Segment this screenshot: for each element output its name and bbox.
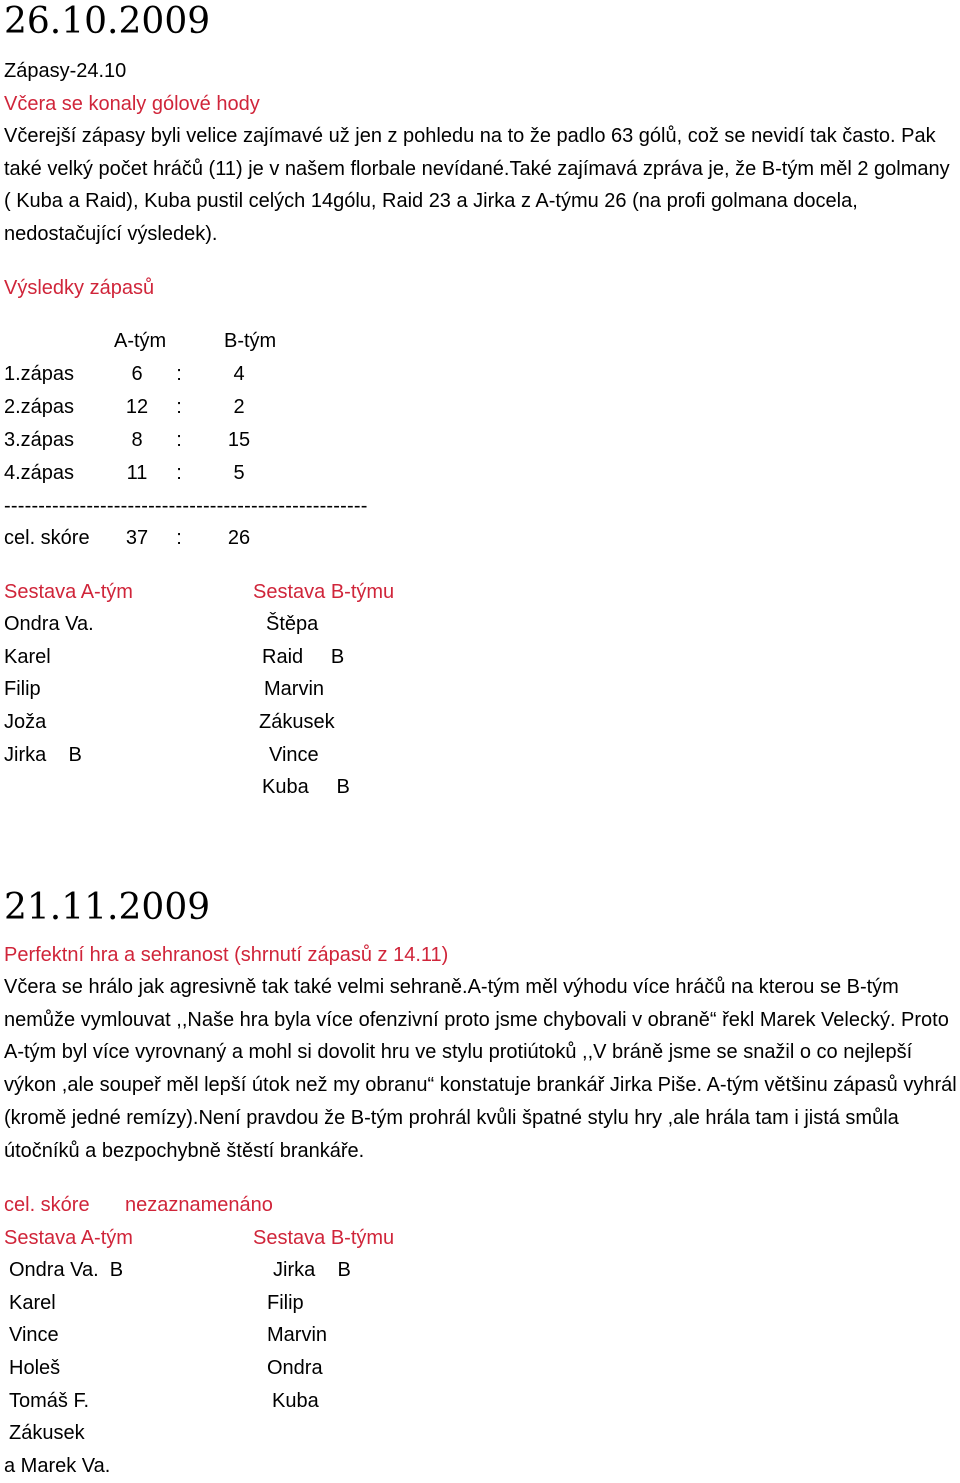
total-label: cel. skóre bbox=[4, 527, 90, 549]
player-name: Ondra bbox=[267, 1357, 323, 1380]
player-name: Kuba bbox=[272, 1389, 319, 1412]
player-name: Ondra Va. bbox=[4, 613, 94, 635]
score-a: 8 bbox=[131, 429, 143, 451]
article-paragraph-2: Včera se hrálo jak agresivně tak také velmi sehraně.A-tým měl výhodu více hráčů na kterou se B-tým nemůže vymlouvat ,,Naše hra byla více ofenzivní proto jsme chybovali v obraně“ řekl Marek Velecký. Proto A-tým byl více vyrovnaný a mohl si dovolit hru ve stylu protiútoků ,,V bráně jsme se snažil o co nejlepší výkon ,ale soupeř měl lepší útok než my obranu“ konstatuje brankář Jirka Piše. A-tým většinu zápasů vyhrál (kromě jedné remízy).Není pravdou že B-tým prohrál kvůli špatné stylu hry ,ale hrála tam i jistá smůla útočníků a bezpochybně štěstí brankáře. bbox=[4, 976, 957, 1162]
score-a: 12 bbox=[125, 396, 149, 418]
date-heading-1: 26.10.2009 bbox=[4, 1, 211, 42]
article-heading-1: Včera se konaly gólové hody bbox=[4, 93, 260, 115]
player-name: Štěpa bbox=[266, 613, 319, 635]
column-header-b: B-tým bbox=[224, 330, 277, 352]
lineup-b-heading-1: Sestava B-týmu bbox=[253, 581, 395, 603]
results-heading: Výsledky zápasů bbox=[4, 277, 155, 299]
player-name: Holeš bbox=[9, 1357, 61, 1380]
player-name: Raid B bbox=[262, 645, 345, 668]
results-row bbox=[4, 424, 504, 456]
lineup-a-heading-1: Sestava A-tým bbox=[4, 581, 133, 603]
score-separator: : bbox=[176, 527, 182, 549]
results-header-row bbox=[4, 325, 504, 357]
article-heading-2: Perfektní hra a sehranost (shrnutí zápasů z 14.11) bbox=[4, 944, 449, 966]
player-name: Marvin bbox=[264, 678, 325, 701]
score-b: 5 bbox=[233, 462, 245, 484]
player-name: Filip bbox=[267, 1291, 304, 1314]
score-b: 4 bbox=[233, 363, 245, 385]
score-b: 2 bbox=[233, 396, 245, 418]
lineup-a-list-1 bbox=[4, 608, 94, 771]
total-score-b: 26 bbox=[227, 527, 251, 549]
player-name: Vince bbox=[9, 1324, 59, 1347]
player-name: Zákusek bbox=[259, 711, 335, 734]
player-name: Tomáš F. bbox=[9, 1389, 90, 1412]
lineup-b-list-2 bbox=[267, 1254, 351, 1417]
player-name: Jirka B bbox=[273, 1259, 351, 1281]
score-a: 6 bbox=[131, 363, 143, 385]
lineup-a-heading-2: Sestava A-tým bbox=[4, 1227, 133, 1249]
column-header-a: A-tým bbox=[114, 330, 167, 352]
player-name: Jirka B bbox=[4, 743, 82, 766]
score-separator: : bbox=[176, 429, 182, 451]
player-name: Kuba B bbox=[262, 776, 350, 799]
lineup-b-heading-2: Sestava B-týmu bbox=[253, 1227, 395, 1249]
match-label: 1.zápas bbox=[4, 363, 75, 385]
score-label-2: cel. skóre bbox=[4, 1194, 90, 1216]
lineup-a-list-2 bbox=[4, 1254, 124, 1483]
player-name: Joža bbox=[4, 711, 47, 734]
article-paragraph-1: Včerejší zápasy byli velice zajímavé už jen z pohledu na to že padlo 63 gólů, což se nevidí tak často. Pak také velký počet hráčů (11) je v našem florbale nevídané.Také zajímavá zpráva je, že B-tým měl 2 golmany ( Kuba a Raid), Kuba pustil celých 14gólu, Raid 23 a Jirka z A-týmu 26 (na profi golmana docela, nedostačující výsledek). bbox=[4, 125, 950, 246]
results-row bbox=[4, 457, 504, 489]
player-name: Karel bbox=[4, 645, 51, 668]
match-label: 3.zápas bbox=[4, 429, 75, 451]
score-a: 11 bbox=[126, 462, 148, 484]
player-name: Zákusek bbox=[9, 1422, 85, 1445]
player-name: a Marek Va. bbox=[4, 1455, 111, 1478]
score-separator: : bbox=[176, 396, 182, 418]
player-name: Vince bbox=[269, 743, 319, 766]
match-label: 2.zápas bbox=[4, 396, 75, 418]
date-heading-2: 21.11.2009 bbox=[4, 887, 211, 928]
player-name: Karel bbox=[9, 1291, 56, 1314]
results-row bbox=[4, 391, 504, 423]
total-score-a: 37 bbox=[125, 527, 149, 549]
score-value-2: nezaznamenáno bbox=[125, 1194, 273, 1216]
match-label: 4.zápas bbox=[4, 462, 75, 484]
score-separator: : bbox=[176, 462, 182, 484]
results-divider: ----------------------------------------------------- bbox=[4, 495, 368, 517]
results-total-row bbox=[4, 522, 504, 554]
score-b: 15 bbox=[227, 429, 251, 451]
matches-subtitle: Zápasy-24.10 bbox=[4, 60, 127, 82]
score-separator: : bbox=[176, 363, 182, 385]
lineup-b-list-1 bbox=[259, 608, 350, 804]
results-row bbox=[4, 358, 504, 390]
player-name: Ondra Va. B bbox=[9, 1259, 124, 1281]
player-name: Marvin bbox=[267, 1324, 328, 1347]
player-name: Filip bbox=[4, 678, 41, 701]
